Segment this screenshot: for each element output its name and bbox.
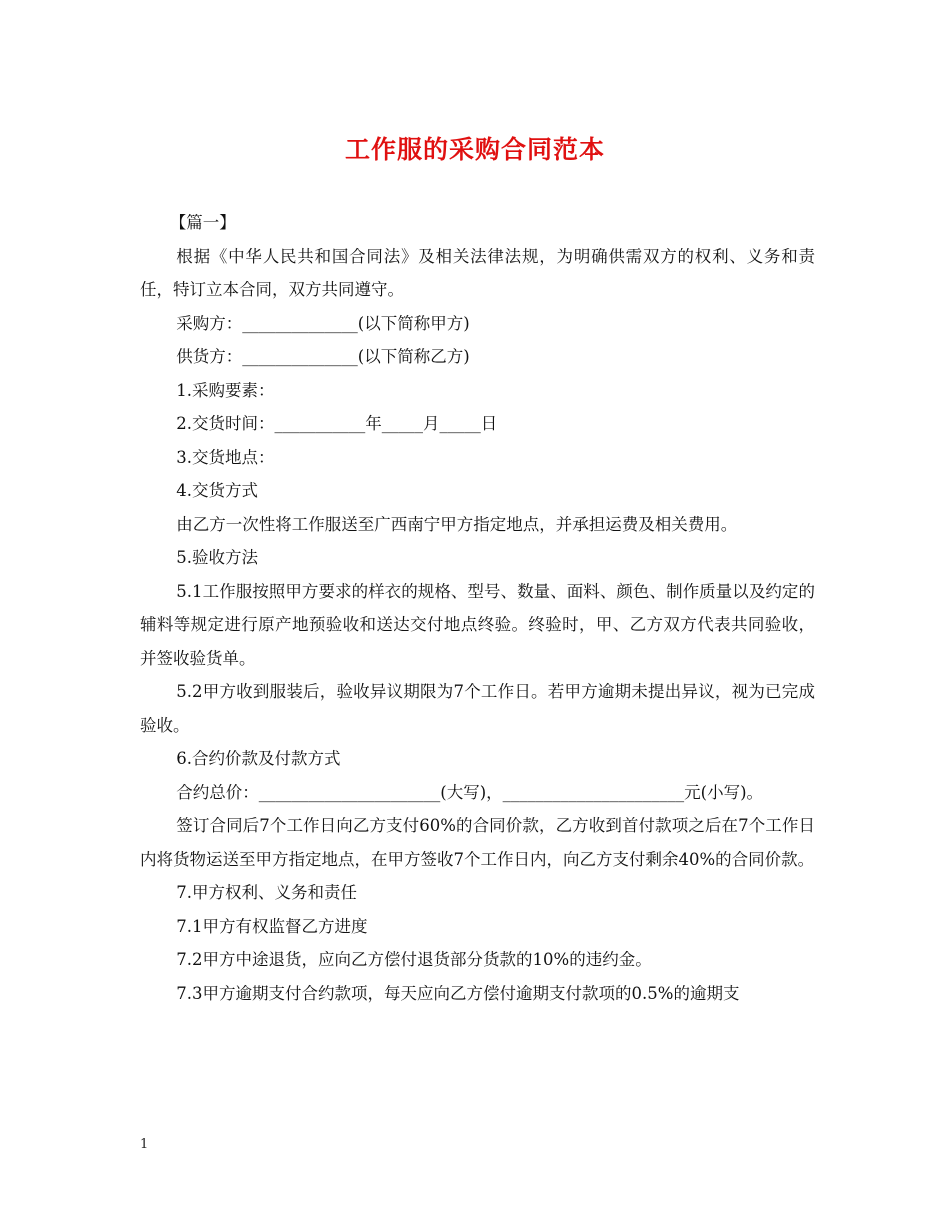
paragraph-item-7-2: 7.2甲方中途退货，应向乙方偿付退货部分货款的10%的违约金。	[176, 950, 652, 969]
paragraph-item-1: 1.采购要素：	[176, 380, 275, 400]
section-heading: 【篇一】	[169, 213, 236, 232]
paragraph-item-5-2: 5.2甲方收到服装后，验收异议期限为7个工作日。若甲方逾期未提出异议，视为已完成验收。	[140, 682, 815, 735]
paragraph-delivery: 由乙方一次性将工作服送至广西南宁甲方指定地点，并承担运费及相关费用。	[176, 514, 738, 534]
paragraph-item-5: 5.验收方法	[176, 548, 259, 567]
paragraph-intro: 根据《中华人民共和国合同法》及相关法律法规，为明确供需双方的权利、义务和责任，特订立本合同，双方共同遵守。	[140, 246, 815, 299]
paragraph-total-price: 合约总价：______________________(大写)，______________________元(小写)。	[176, 782, 764, 802]
paragraph-item-7-1: 7.1甲方有权监督乙方进度	[176, 916, 368, 936]
paragraph-purchaser: 采购方：______________(以下简称甲方)	[176, 313, 470, 333]
paragraph-item-7: 7.甲方权利、义务和责任	[176, 883, 358, 902]
document-title: 工作服的采购合同范本	[344, 135, 605, 164]
paragraph-item-6: 6.合约价款及付款方式	[176, 749, 341, 768]
paragraph-item-7-3: 7.3甲方逾期支付合约款项，每天应向乙方偿付逾期支付款项的0.5%的逾期支	[176, 983, 740, 1003]
paragraph-item-4: 4.交货方式	[176, 481, 259, 500]
paragraph-supplier: 供货方：______________(以下简称乙方)	[176, 347, 470, 366]
paragraph-item-5-1: 5.1工作服按照甲方要求的样衣的规格、型号、数量、面料、颜色、制作质量以及约定的辅料等规定进行原产地预验收和送达交付地点终验。终验时，甲、乙方双方代表共同验收，并签收验货单。	[140, 581, 815, 668]
paragraph-item-2: 2.交货时间：___________年_____月_____日	[176, 414, 498, 433]
page-number: 1	[140, 1137, 149, 1152]
paragraph-item-3: 3.交货地点：	[176, 447, 275, 467]
paragraph-payment: 签订合同后7个工作日向乙方支付60%的合同价款，乙方收到首付款项之后在7个工作日内将货物运送至甲方指定地点，在甲方签收7个工作日内，向乙方支付剩余40%的合同价款。	[140, 816, 815, 869]
document-body	[140, 206, 815, 1010]
